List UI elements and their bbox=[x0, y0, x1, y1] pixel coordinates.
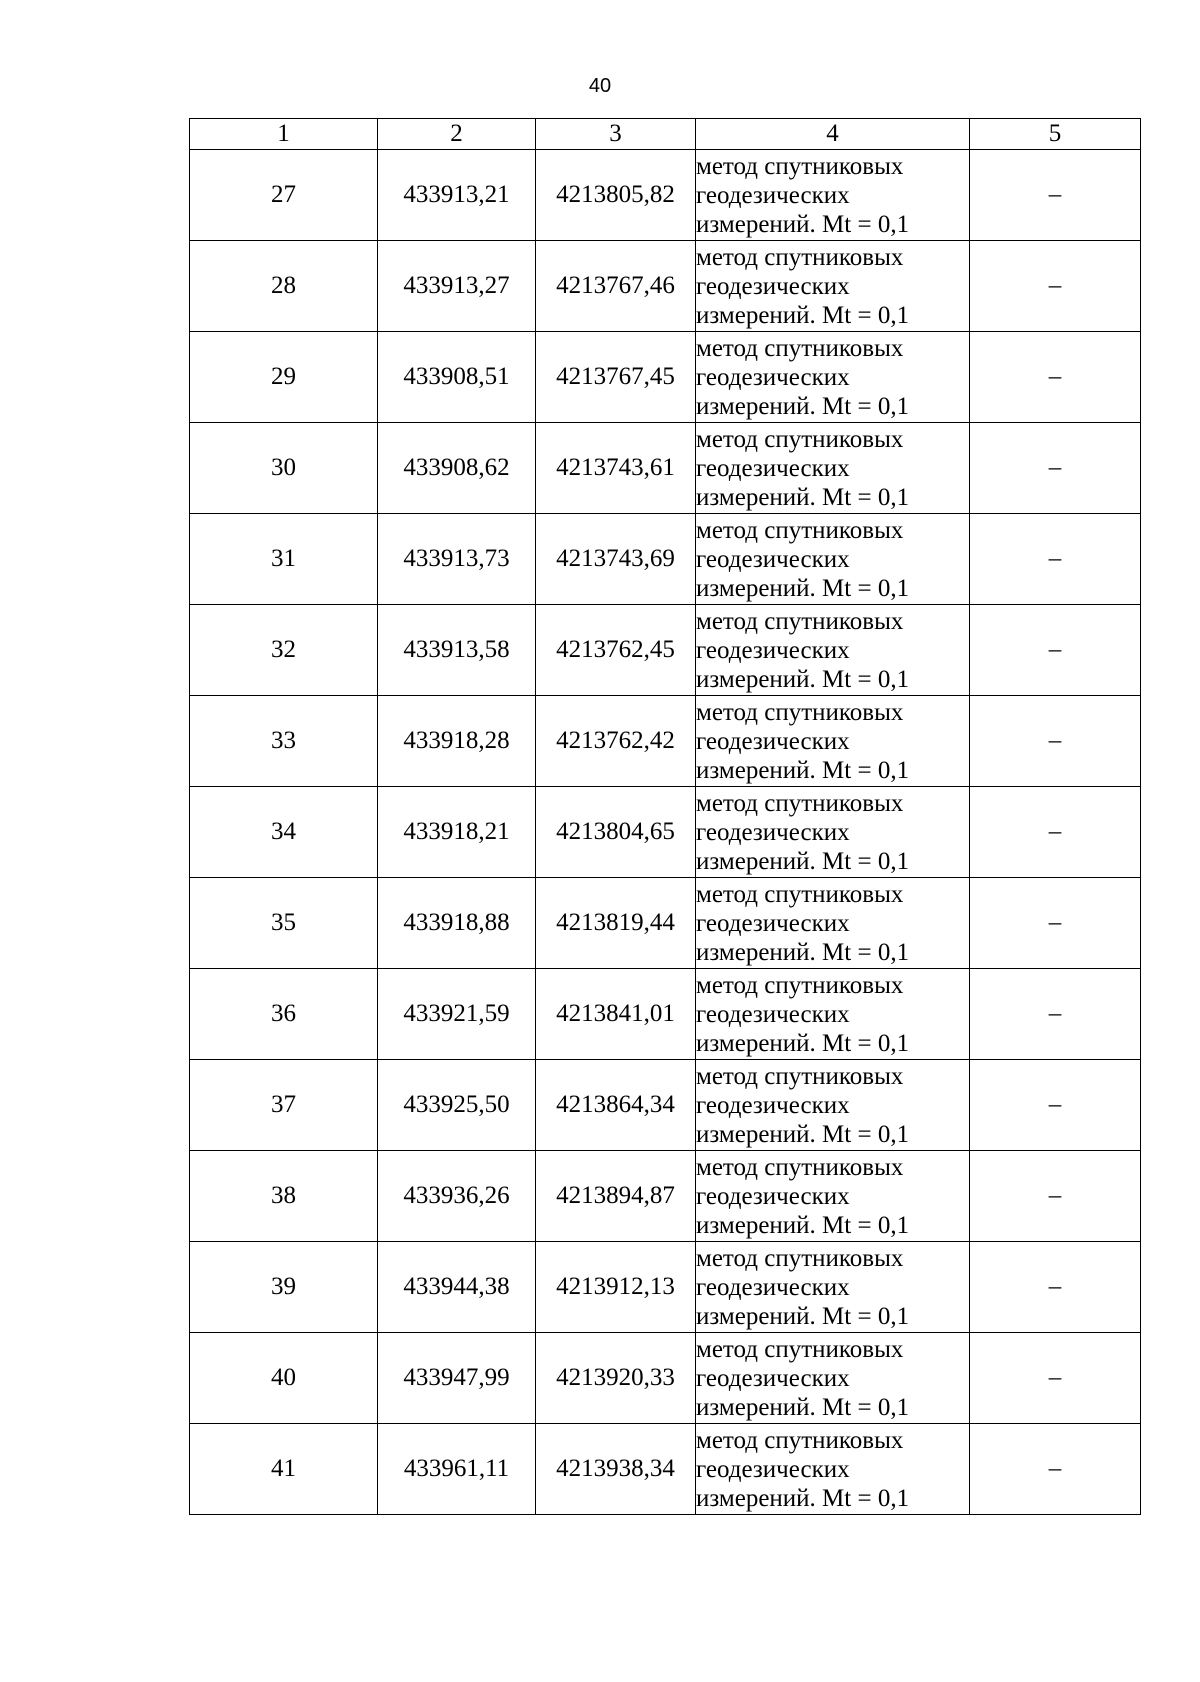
note-cell: – bbox=[970, 1060, 1141, 1151]
method-line: метод спутниковых bbox=[696, 607, 904, 635]
x-coordinate-cell: 433913,27 bbox=[378, 241, 536, 332]
y-coordinate-cell: 4213920,33 bbox=[536, 1333, 696, 1424]
point-number-cell: 34 bbox=[190, 787, 378, 878]
method-line: метод спутниковых bbox=[696, 152, 904, 180]
table-row bbox=[190, 696, 1141, 787]
table-row bbox=[190, 1060, 1141, 1151]
column-header-5: 5 bbox=[970, 119, 1141, 150]
note-cell: – bbox=[970, 514, 1141, 605]
x-coordinate-cell: 433918,88 bbox=[378, 878, 536, 969]
method-line: измерений. Mt = 0,1 bbox=[696, 847, 910, 875]
method-cell bbox=[696, 1424, 970, 1515]
column-header-1: 1 bbox=[190, 119, 378, 150]
point-number-cell: 31 bbox=[190, 514, 378, 605]
method-line: метод спутниковых bbox=[696, 334, 904, 362]
table-body bbox=[190, 150, 1141, 1515]
method-line: измерений. Mt = 0,1 bbox=[696, 665, 910, 693]
method-line: геодезических bbox=[696, 909, 850, 937]
x-coordinate-cell: 433913,73 bbox=[378, 514, 536, 605]
x-coordinate-cell: 433918,28 bbox=[378, 696, 536, 787]
method-line: измерений. Mt = 0,1 bbox=[696, 1302, 910, 1330]
method-line: измерений. Mt = 0,1 bbox=[696, 483, 910, 511]
method-line: метод спутниковых bbox=[696, 1244, 904, 1272]
method-cell bbox=[696, 150, 970, 241]
x-coordinate-cell: 433913,21 bbox=[378, 150, 536, 241]
method-line: метод спутниковых bbox=[696, 1153, 904, 1181]
method-line: геодезических bbox=[696, 636, 850, 664]
point-number-cell: 32 bbox=[190, 605, 378, 696]
x-coordinate-cell: 433908,62 bbox=[378, 423, 536, 514]
y-coordinate-cell: 4213767,46 bbox=[536, 241, 696, 332]
point-number-cell: 27 bbox=[190, 150, 378, 241]
y-coordinate-cell: 4213805,82 bbox=[536, 150, 696, 241]
y-coordinate-cell: 4213841,01 bbox=[536, 969, 696, 1060]
method-line: измерений. Mt = 0,1 bbox=[696, 1393, 910, 1421]
table-row bbox=[190, 878, 1141, 969]
note-cell: – bbox=[970, 696, 1141, 787]
note-cell: – bbox=[970, 1242, 1141, 1333]
method-line: геодезических bbox=[696, 181, 850, 209]
point-number-cell: 41 bbox=[190, 1424, 378, 1515]
y-coordinate-cell: 4213819,44 bbox=[536, 878, 696, 969]
method-line: геодезических bbox=[696, 363, 850, 391]
method-line: измерений. Mt = 0,1 bbox=[696, 756, 910, 784]
note-cell: – bbox=[970, 605, 1141, 696]
method-line: геодезических bbox=[696, 727, 850, 755]
point-number-cell: 37 bbox=[190, 1060, 378, 1151]
note-cell: – bbox=[970, 332, 1141, 423]
y-coordinate-cell: 4213938,34 bbox=[536, 1424, 696, 1515]
method-line: измерений. Mt = 0,1 bbox=[696, 938, 910, 966]
method-line: метод спутниковых bbox=[696, 880, 904, 908]
table-row bbox=[190, 514, 1141, 605]
method-line: метод спутниковых bbox=[696, 1335, 904, 1363]
method-cell bbox=[696, 696, 970, 787]
method-line: измерений. Mt = 0,1 bbox=[696, 1120, 910, 1148]
y-coordinate-cell: 4213743,61 bbox=[536, 423, 696, 514]
table-row bbox=[190, 1151, 1141, 1242]
y-coordinate-cell: 4213804,65 bbox=[536, 787, 696, 878]
x-coordinate-cell: 433925,50 bbox=[378, 1060, 536, 1151]
method-line: геодезических bbox=[696, 272, 850, 300]
method-line: метод спутниковых bbox=[696, 1062, 904, 1090]
note-cell: – bbox=[970, 150, 1141, 241]
method-line: измерений. Mt = 0,1 bbox=[696, 1484, 910, 1512]
method-line: геодезических bbox=[696, 818, 850, 846]
note-cell: – bbox=[970, 1151, 1141, 1242]
x-coordinate-cell: 433918,21 bbox=[378, 787, 536, 878]
method-line: метод спутниковых bbox=[696, 698, 904, 726]
x-coordinate-cell: 433944,38 bbox=[378, 1242, 536, 1333]
method-line: геодезических bbox=[696, 454, 850, 482]
point-number-cell: 30 bbox=[190, 423, 378, 514]
table-header-row bbox=[190, 119, 1141, 150]
y-coordinate-cell: 4213912,13 bbox=[536, 1242, 696, 1333]
note-cell: – bbox=[970, 423, 1141, 514]
method-line: метод спутниковых bbox=[696, 1426, 904, 1454]
method-line: измерений. Mt = 0,1 bbox=[696, 301, 910, 329]
table-row bbox=[190, 1333, 1141, 1424]
method-line: геодезических bbox=[696, 1273, 850, 1301]
point-number-cell: 38 bbox=[190, 1151, 378, 1242]
x-coordinate-cell: 433908,51 bbox=[378, 332, 536, 423]
column-header-4: 4 bbox=[696, 119, 970, 150]
method-cell bbox=[696, 787, 970, 878]
point-number-cell: 36 bbox=[190, 969, 378, 1060]
coordinates-table bbox=[189, 118, 1141, 1515]
table-row bbox=[190, 1242, 1141, 1333]
point-number-cell: 33 bbox=[190, 696, 378, 787]
x-coordinate-cell: 433936,26 bbox=[378, 1151, 536, 1242]
method-cell bbox=[696, 423, 970, 514]
point-number-cell: 29 bbox=[190, 332, 378, 423]
method-line: метод спутниковых bbox=[696, 789, 904, 817]
table-row bbox=[190, 787, 1141, 878]
point-number-cell: 40 bbox=[190, 1333, 378, 1424]
method-line: измерений. Mt = 0,1 bbox=[696, 210, 910, 238]
method-line: геодезических bbox=[696, 1091, 850, 1119]
point-number-cell: 39 bbox=[190, 1242, 378, 1333]
note-cell: – bbox=[970, 1424, 1141, 1515]
note-cell: – bbox=[970, 878, 1141, 969]
table-row bbox=[190, 969, 1141, 1060]
x-coordinate-cell: 433913,58 bbox=[378, 605, 536, 696]
y-coordinate-cell: 4213762,45 bbox=[536, 605, 696, 696]
method-line: геодезических bbox=[696, 545, 850, 573]
method-line: метод спутниковых bbox=[696, 243, 904, 271]
method-line: измерений. Mt = 0,1 bbox=[696, 574, 910, 602]
table-row bbox=[190, 1424, 1141, 1515]
page-number: 40 bbox=[588, 75, 612, 97]
method-line: геодезических bbox=[696, 1182, 850, 1210]
method-cell bbox=[696, 1333, 970, 1424]
point-number-cell: 28 bbox=[190, 241, 378, 332]
y-coordinate-cell: 4213743,69 bbox=[536, 514, 696, 605]
method-line: геодезических bbox=[696, 1364, 850, 1392]
method-line: метод спутниковых bbox=[696, 971, 904, 999]
y-coordinate-cell: 4213894,87 bbox=[536, 1151, 696, 1242]
method-line: метод спутниковых bbox=[696, 516, 904, 544]
method-line: измерений. Mt = 0,1 bbox=[696, 392, 910, 420]
point-number-cell: 35 bbox=[190, 878, 378, 969]
method-line: измерений. Mt = 0,1 bbox=[696, 1029, 910, 1057]
method-cell bbox=[696, 1242, 970, 1333]
y-coordinate-cell: 4213864,34 bbox=[536, 1060, 696, 1151]
column-header-3: 3 bbox=[536, 119, 696, 150]
method-cell bbox=[696, 1060, 970, 1151]
note-cell: – bbox=[970, 787, 1141, 878]
method-cell bbox=[696, 332, 970, 423]
note-cell: – bbox=[970, 969, 1141, 1060]
method-cell bbox=[696, 514, 970, 605]
method-cell bbox=[696, 878, 970, 969]
y-coordinate-cell: 4213762,42 bbox=[536, 696, 696, 787]
table-row bbox=[190, 332, 1141, 423]
method-cell bbox=[696, 969, 970, 1060]
method-cell bbox=[696, 241, 970, 332]
note-cell: – bbox=[970, 241, 1141, 332]
column-header-2: 2 bbox=[378, 119, 536, 150]
table-row bbox=[190, 241, 1141, 332]
y-coordinate-cell: 4213767,45 bbox=[536, 332, 696, 423]
x-coordinate-cell: 433921,59 bbox=[378, 969, 536, 1060]
method-line: геодезических bbox=[696, 1455, 850, 1483]
table-row bbox=[190, 150, 1141, 241]
x-coordinate-cell: 433961,11 bbox=[378, 1424, 536, 1515]
method-line: метод спутниковых bbox=[696, 425, 904, 453]
table-row bbox=[190, 605, 1141, 696]
x-coordinate-cell: 433947,99 bbox=[378, 1333, 536, 1424]
method-line: измерений. Mt = 0,1 bbox=[696, 1211, 910, 1239]
method-line: геодезических bbox=[696, 1000, 850, 1028]
method-cell bbox=[696, 1151, 970, 1242]
method-cell bbox=[696, 605, 970, 696]
table-row bbox=[190, 423, 1141, 514]
note-cell: – bbox=[970, 1333, 1141, 1424]
